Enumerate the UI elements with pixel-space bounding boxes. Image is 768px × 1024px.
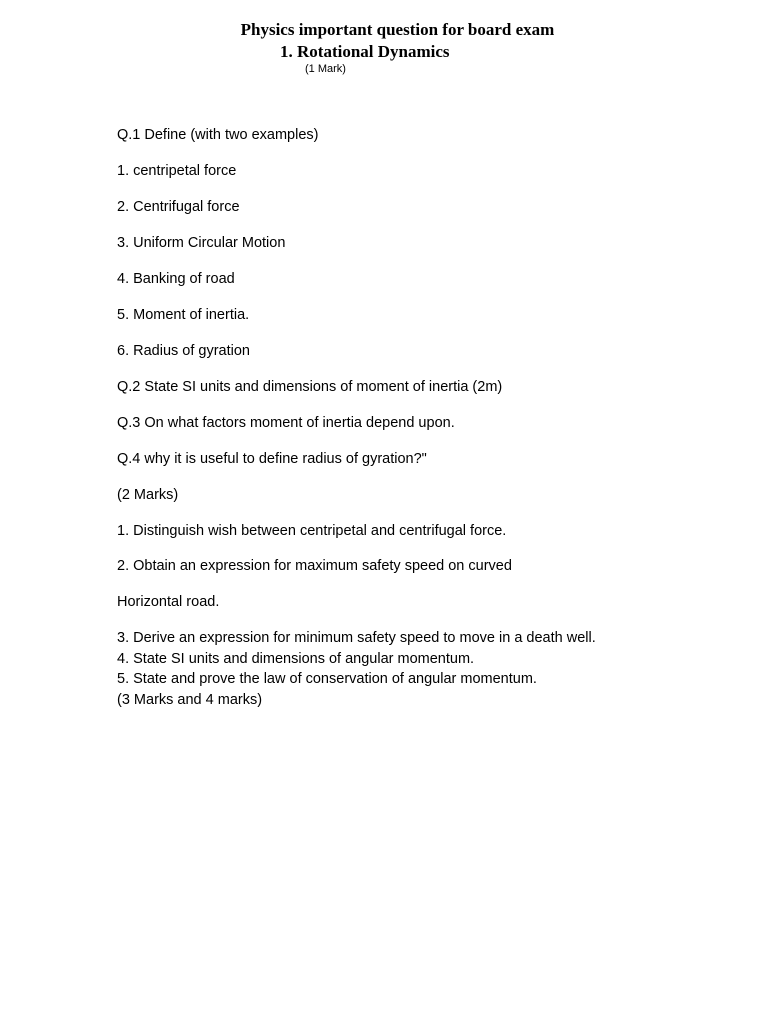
list-item: 5. Moment of inertia. [117, 307, 250, 323]
list-item: 3. Derive an expression for minimum safety speed to move in a death well. [117, 630, 596, 646]
section-marks-heading: (2 Marks) [117, 487, 179, 503]
list-item-continuation: Horizontal road. [117, 594, 220, 610]
list-item: 1. Distinguish wish between centripetal and centrifugal force. [117, 523, 507, 539]
list-item: 4. Banking of road [117, 271, 235, 287]
question-2: Q.2 State SI units and dimensions of moment of inertia (2m) [117, 379, 503, 395]
chapter-heading: 1. Rotational Dynamics [280, 42, 450, 61]
list-item: 1. centripetal force [117, 163, 237, 179]
question-4: Q.4 why it is useful to define radius of gyration?" [117, 451, 427, 467]
list-item: 4. State SI units and dimensions of angular momentum. [117, 651, 475, 667]
list-item: 5. State and prove the law of conservation of angular momentum. [117, 671, 537, 687]
list-item: 6. Radius of gyration [117, 343, 250, 359]
question-1-heading: Q.1 Define (with two examples) [117, 127, 319, 143]
question-3: Q.3 On what factors moment of inertia depend upon. [117, 415, 455, 431]
document-title: Physics important question for board exam [240, 20, 555, 39]
section-marks-heading: (3 Marks and 4 marks) [117, 692, 263, 708]
mark-note: (1 Mark) [305, 63, 346, 75]
list-item: 2. Centrifugal force [117, 199, 240, 215]
list-item: 3. Uniform Circular Motion [117, 235, 286, 251]
list-item: 2. Obtain an expression for maximum safety speed on curved [117, 558, 512, 574]
